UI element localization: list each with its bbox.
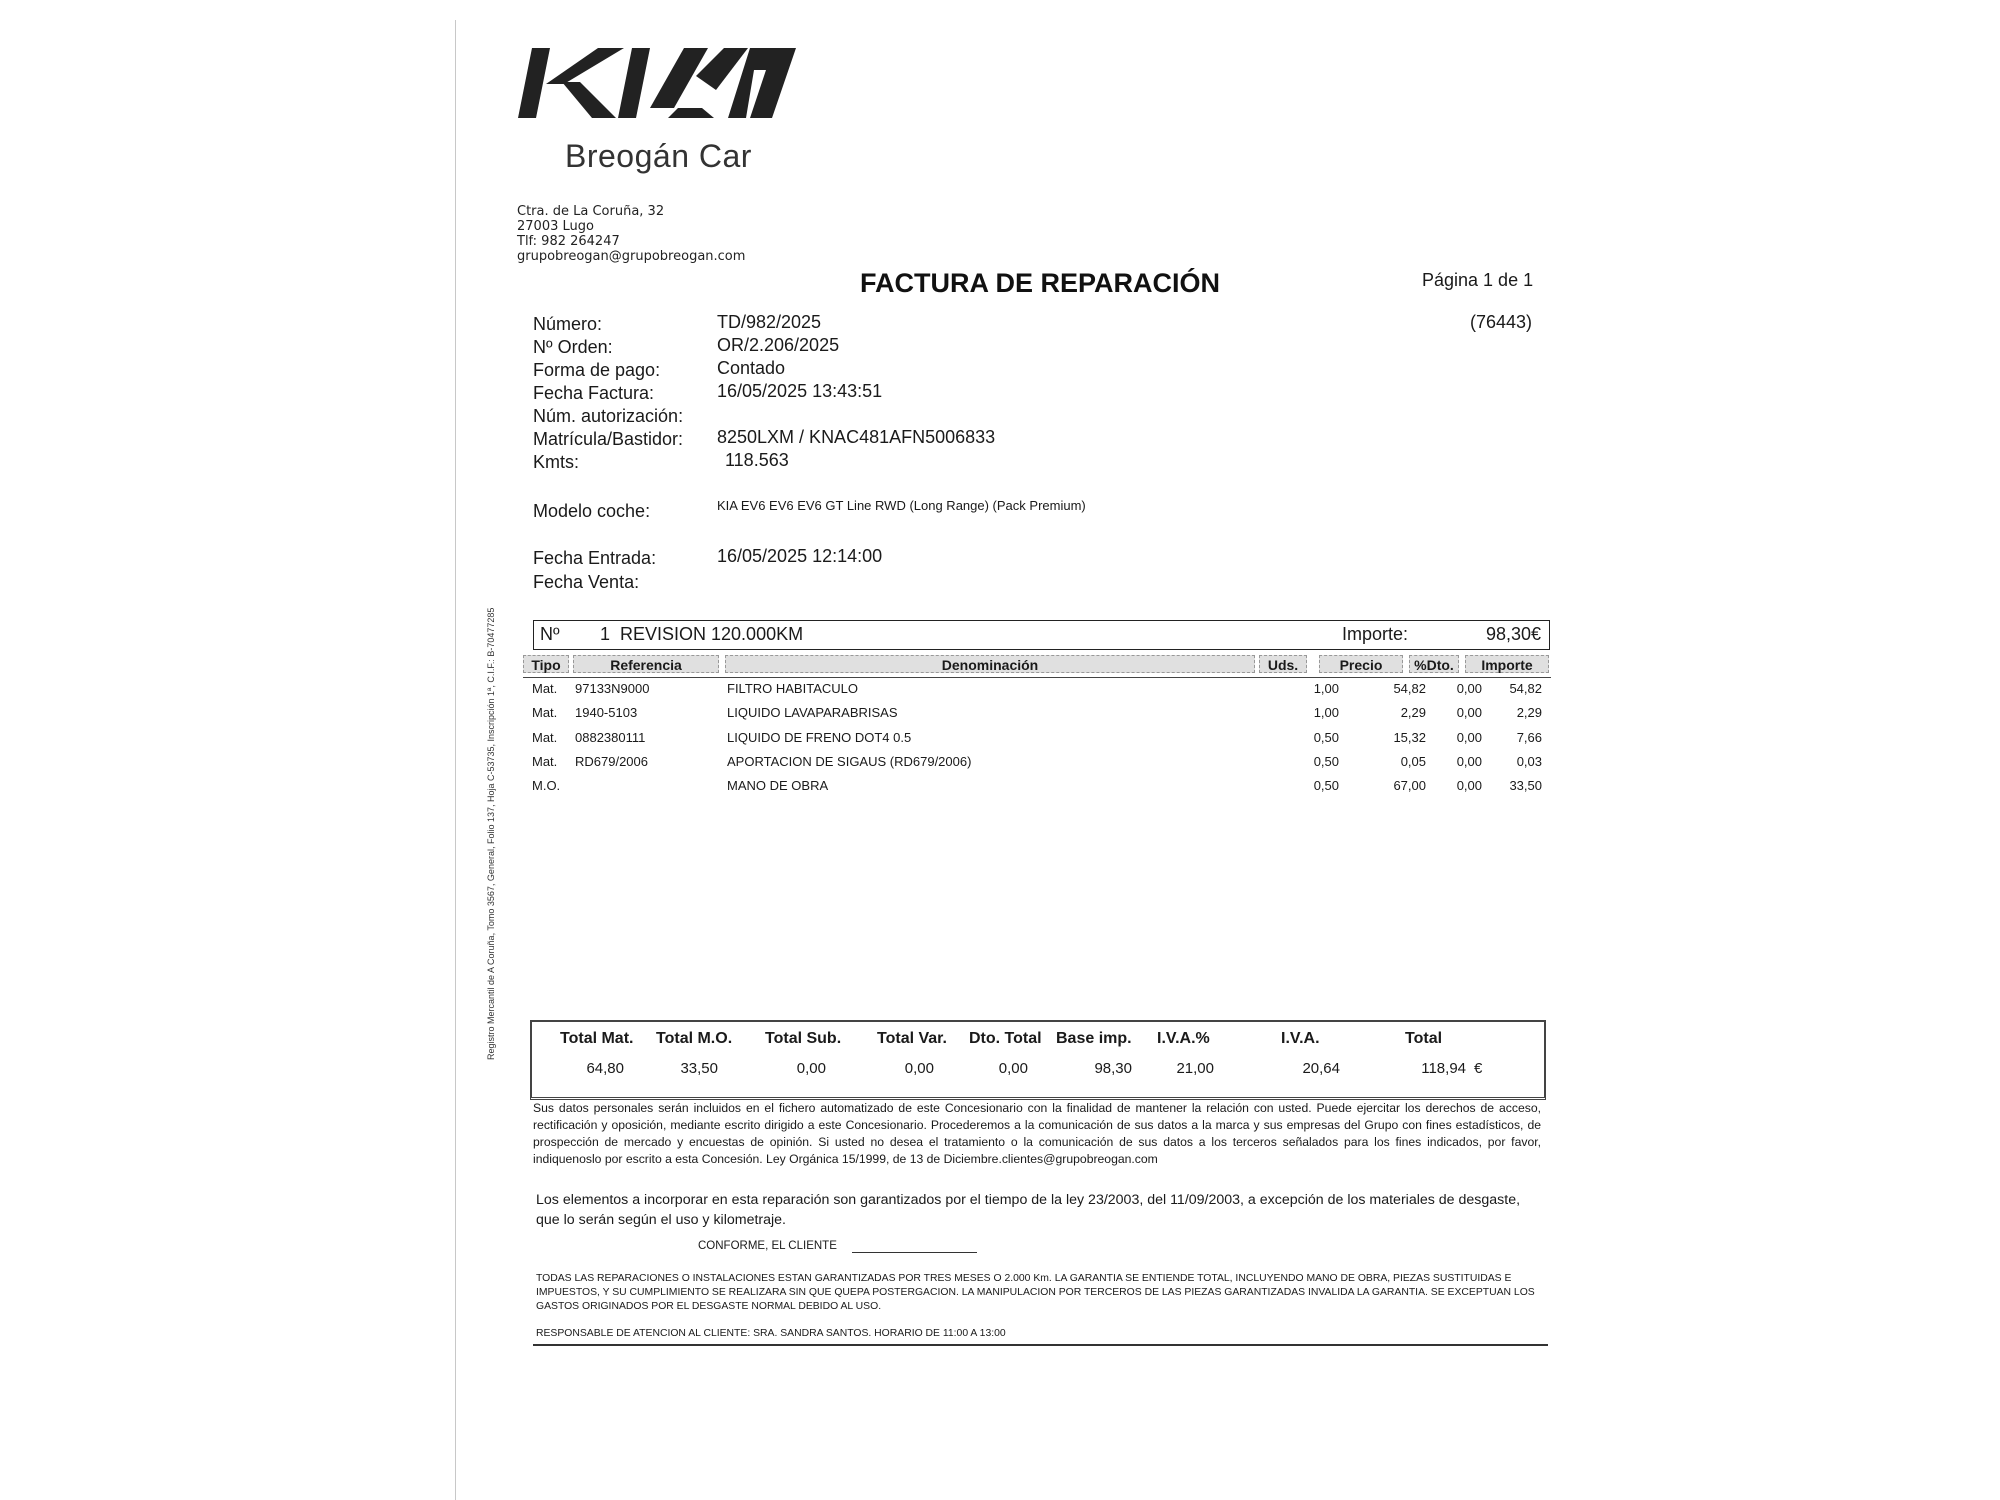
cell-denominacion: FILTRO HABITACULO bbox=[727, 681, 858, 696]
autorizacion-label: Núm. autorización: bbox=[533, 406, 684, 426]
cell-tipo: Mat. bbox=[532, 705, 558, 720]
total-mat-label: Total Mat. bbox=[560, 1030, 634, 1047]
table-row bbox=[523, 754, 1551, 776]
cell-importe: 7,66 bbox=[1516, 730, 1542, 745]
cell-importe: 54,82 bbox=[1509, 681, 1542, 696]
fecha-entrada-value: 16/05/2025 12:14:00 bbox=[717, 546, 883, 566]
matricula-value: 8250LXM / KNAC481AFN5006833 bbox=[717, 427, 996, 447]
fecha-factura-value: 16/05/2025 13:43:51 bbox=[717, 381, 883, 401]
cell-importe: 0,03 bbox=[1516, 754, 1542, 769]
base-imp-value: 98,30 bbox=[1094, 1060, 1132, 1077]
signature-line bbox=[852, 1252, 977, 1253]
email-line: grupobreogan@grupobreogan.com bbox=[517, 249, 746, 264]
cell-referencia: RD679/2006 bbox=[575, 754, 648, 769]
fecha-factura-label: Fecha Factura: bbox=[533, 383, 655, 403]
header-referencia: Referencia bbox=[573, 655, 719, 673]
cell-tipo: M.O. bbox=[532, 778, 561, 793]
total-var-label: Total Var. bbox=[877, 1030, 947, 1047]
orden-value: OR/2.206/2025 bbox=[717, 335, 840, 355]
page-number: Página 1 de 1 bbox=[1422, 270, 1534, 290]
orden-label: Nº Orden: bbox=[533, 337, 613, 357]
total-mo-label: Total M.O. bbox=[656, 1030, 733, 1047]
operation-header bbox=[533, 620, 1550, 650]
address-line: Ctra. de La Coruña, 32 bbox=[517, 204, 665, 219]
base-imp-label: Base imp. bbox=[1056, 1030, 1132, 1047]
cell-referencia: 1940-5103 bbox=[575, 705, 638, 720]
document-title: FACTURA DE REPARACIÓN bbox=[860, 268, 1221, 298]
cell-uds: 0,50 bbox=[1313, 778, 1339, 793]
total-value: 118,94 bbox=[1421, 1060, 1466, 1077]
cell-denominacion: LIQUIDO DE FRENO DOT4 0.5 bbox=[727, 730, 912, 745]
pago-value: Contado bbox=[717, 358, 786, 378]
cell-dto: 0,00 bbox=[1456, 754, 1482, 769]
phone-line: Tlf: 982 264247 bbox=[517, 234, 620, 249]
cell-tipo: Mat. bbox=[532, 681, 558, 696]
table-row bbox=[523, 681, 1551, 703]
responsable-line: RESPONSABLE DE ATENCION AL CLIENTE: SRA. SANDRA SANTOS. HORARIO DE 11:00 A 13:00 bbox=[536, 1328, 1006, 1339]
warranty-notice: Los elementos a incorporar en esta reparación son garantizados por el tiempo de la ley 23/2003, del 11/09/2003, a excepción de los materiales de desgaste, que lo serán según el uso y kilometraje. bbox=[536, 1192, 1521, 1228]
header-importe: Importe bbox=[1465, 655, 1549, 673]
total-mo-value: 33,50 bbox=[680, 1060, 718, 1077]
cell-uds: 1,00 bbox=[1313, 681, 1339, 696]
footer-rule bbox=[533, 1344, 1548, 1346]
document-code: (76443) bbox=[1470, 312, 1533, 332]
scan-edge-line bbox=[455, 20, 456, 1500]
numero-value: TD/982/2025 bbox=[717, 312, 822, 332]
operation-name: REVISION 120.000KM bbox=[620, 624, 804, 644]
modelo-label: Modelo coche: bbox=[533, 501, 651, 521]
matricula-label: Matrícula/Bastidor: bbox=[533, 429, 684, 449]
conforme-label: CONFORME, EL CLIENTE bbox=[698, 1240, 837, 1252]
operation-importe: 98,30€ bbox=[1485, 624, 1541, 644]
total-sub-value: 0,00 bbox=[796, 1060, 826, 1077]
header-uds: Uds. bbox=[1259, 655, 1307, 673]
cell-uds: 0,50 bbox=[1313, 754, 1339, 769]
cell-uds: 0,50 bbox=[1313, 730, 1339, 745]
fecha-entrada-label: Fecha Entrada: bbox=[533, 548, 657, 568]
cell-tipo: Mat. bbox=[532, 754, 558, 769]
table-row bbox=[523, 705, 1551, 727]
header-tipo: Tipo bbox=[523, 655, 569, 673]
modelo-value: KIA EV6 EV6 EV6 GT Line RWD (Long Range) (Pack Premium) bbox=[717, 498, 1086, 513]
address-line: 27003 Lugo bbox=[517, 219, 594, 234]
cell-dto: 0,00 bbox=[1456, 730, 1482, 745]
cell-dto: 0,00 bbox=[1456, 705, 1482, 720]
cell-dto: 0,00 bbox=[1456, 778, 1482, 793]
total-mat-value: 64,80 bbox=[586, 1060, 624, 1077]
totals-box bbox=[530, 1020, 1546, 1100]
cell-denominacion: LIQUIDO LAVAPARABRISAS bbox=[727, 705, 898, 720]
cell-importe: 33,50 bbox=[1509, 778, 1542, 793]
pago-label: Forma de pago: bbox=[533, 360, 661, 380]
cell-precio: 54,82 bbox=[1393, 681, 1426, 696]
total-sub-label: Total Sub. bbox=[765, 1030, 842, 1047]
company-name: Breogán Car bbox=[565, 138, 752, 174]
privacy-notice: Sus datos personales serán incluidos en el fichero automatizado de este Concesionario con la finalidad de mantener la relación con usted. Puede ejercitar los derechos de acceso, rectificación y oposición, mediante escrito dirigido a este Concesionario. Procederemos a la comunicación de sus datos a la marca y sus empresas del Grupo con fines estadísticos, de prospección de mercado y encuestas de opinión. Si usted no desea el tratamiento o la comunicación de sus datos a los terceros señalados para los fines indicados, por favor, indiquenoslo por escrito a esta Concesión. Ley Orgánica 15/1999, de 13 de Diciembre.clientes@grupobreogan.com bbox=[533, 1101, 1541, 1166]
operation-no-label: Nº bbox=[540, 624, 560, 644]
cell-precio: 15,32 bbox=[1393, 730, 1426, 745]
cell-uds: 1,00 bbox=[1313, 705, 1339, 720]
dto-total-value: 0,00 bbox=[998, 1060, 1028, 1077]
cell-importe: 2,29 bbox=[1516, 705, 1542, 720]
fecha-venta-label: Fecha Venta: bbox=[533, 572, 640, 592]
header-precio: Precio bbox=[1319, 655, 1403, 673]
header-dto: %Dto. bbox=[1409, 655, 1459, 673]
iva-value: 20,64 bbox=[1302, 1060, 1340, 1077]
operation-importe-label: Importe: bbox=[1342, 624, 1409, 644]
cell-referencia: 0882380111 bbox=[575, 730, 646, 745]
total-var-value: 0,00 bbox=[904, 1060, 934, 1077]
dto-total-label: Dto. Total bbox=[969, 1030, 1042, 1047]
currency-symbol: € bbox=[1474, 1060, 1483, 1077]
cell-tipo: Mat. bbox=[532, 730, 558, 745]
header-denominacion: Denominación bbox=[725, 655, 1255, 673]
table-row bbox=[523, 778, 1551, 800]
cell-dto: 0,00 bbox=[1456, 681, 1482, 696]
table-row bbox=[523, 730, 1551, 752]
cell-precio: 67,00 bbox=[1393, 778, 1426, 793]
total-label: Total bbox=[1405, 1030, 1443, 1047]
iva-label: I.V.A. bbox=[1281, 1030, 1320, 1047]
iva-pct-value: 21,00 bbox=[1176, 1060, 1214, 1077]
cell-denominacion: MANO DE OBRA bbox=[727, 778, 829, 793]
cell-denominacion: APORTACION DE SIGAUS (RD679/2006) bbox=[727, 754, 972, 769]
kia-logo bbox=[518, 48, 796, 118]
numero-label: Número: bbox=[533, 314, 603, 334]
kmts-label: Kmts: bbox=[533, 452, 580, 472]
kmts-value: 118.563 bbox=[725, 450, 789, 470]
iva-pct-label: I.V.A.% bbox=[1157, 1030, 1210, 1047]
guarantee-note: TODAS LAS REPARACIONES O INSTALACIONES ESTAN GARANTIZADAS POR TRES MESES O 2.000 Km. LA GARANTIA SE ENTIENDE TOTAL, INCLUYENDO MANO DE OBRA, PIEZAS SUSTITUIDAS E IMPUESTOS, Y SU CUMPLIMIENTO SE REALIZARA SIN QUE QUEPA POSTERGACION. LA MANIPULACION POR TERCEROS DE LAS PIEZAS GARANTIZADAS INVALIDA LA GARANTIA. SE EXCEPTUAN LOS GASTOS ORIGINADOS POR EL DESGASTE NORMAL DEBIDO AL USO. bbox=[536, 1273, 1535, 1312]
cell-precio: 2,29 bbox=[1400, 705, 1426, 720]
cell-precio: 0,05 bbox=[1400, 754, 1426, 769]
items-table-header bbox=[523, 653, 1551, 678]
operation-number: 1 bbox=[600, 624, 611, 644]
cell-referencia: 97133N9000 bbox=[575, 681, 650, 696]
